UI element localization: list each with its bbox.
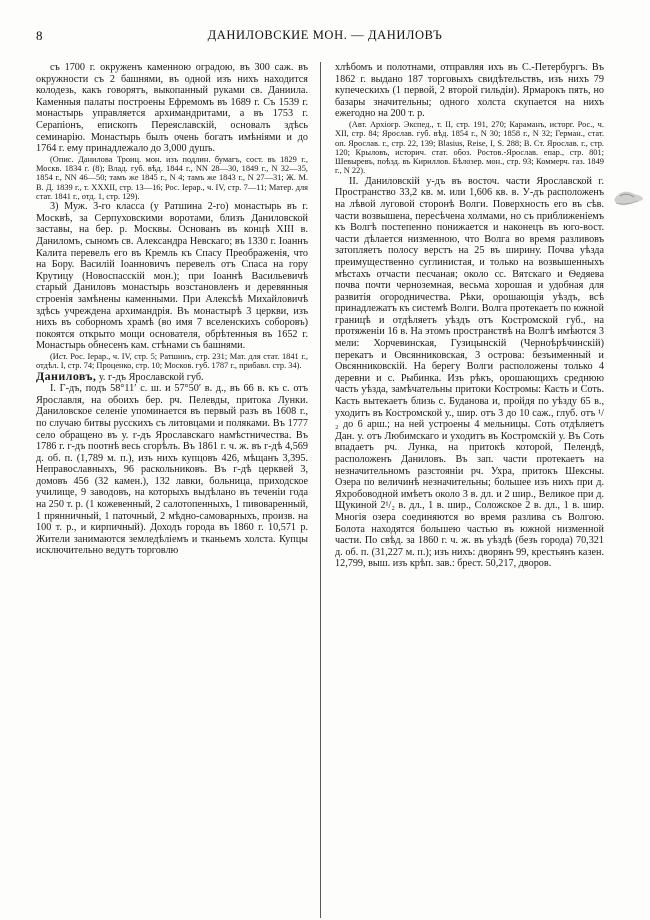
citation-note-left-1: (Опис. Данилова Троиц. мон. изъ подлин. бумагъ, сост. въ 1829 г., Москв. 1834 г. (8); Влад. губ. вѣд. 1844 г., NN 28—30, 1849 г., N 32—35, 1854 г., NN 46—50; тамъ же 1845 г., N 4; тамъ же 1843 г., N 27—31; Ж. М. В. Д. 1839 г., т. ХХХІІ, стр. 13—16; Рос. Іерар., ч. IV, стр. 7—11; Матер. для стат. 1841 г., отд. 1, стр. 129). xyxy=(36,154,308,201)
right-column xyxy=(320,62,604,918)
paragraph-left-3: I. Г-дъ, подъ 58°11′ с. ш. и 57°50′ в. д., въ 66 в. къ с. отъ Ярославля, на обоихъ бер. рч. Пелевды, притока Лунки. Даниловское селеніе упоминается въ первый разъ въ 1608 г., по случаю битвы русскихъ съ литовцами и поляками. Въ 1777 село обращено въ у. г-дъ Ярославскаго намѣстничества. Въ 1786 г. г-дъ поотнѣ весь сгорѣлъ. Въ 1861 г. ч. ж. въ г-дѣ 4,569 д. об. п. (1,789 м. п.), изъ нихъ купцовъ 426, мѣщанъ 3,395. Неправославныхъ, 96 раскольниковъ. Въ г-дѣ церквей 3, домовъ 456 (32 камен.), 132 лавки, больница, приходское училище, 9 заводовъ, на которыхъ выдѣлано въ теченіи года на 250 т. р. (1 кожевенный, 2 салотопенныхъ, 1 пивоваренный, 1 прянничный, 1 паточный, 2 мѣдно-самоварныхъ, произв. на 100 т. р., и кирпичный). Доходъ города въ 1860 г. 10,571 р. Жители занимаются земледѣліемъ и тканьемъ холста. Купцы исключительно ведутъ торговлю xyxy=(36,383,308,557)
paragraph-left-2: 3) Муж. 3-го класса (у Ратшина 2-го) монастырь въ г. Москвѣ, за Серпуховскими воротами, близъ Даниловской заставы, на бер. р. Москвы. Основанъ въ концѣ ХІІІ в. Даниломъ, сыномъ св. Александра Невскаго; въ 1330 г. Іоаннъ Калита перевелъ его въ Кремль къ Спасу Преображенія, что на Бору. Василій Іоанновичъ перевелъ отъ Спаса на гору Крутицу (Новоспасскій мон.); при Іоаннѣ Васильевичѣ старый Даниловъ монастырь возстановленъ и деревянныя строенія замѣнены каменными. При Алексѣѣ Михайловичѣ здѣсь учреждена архимандрія. Въ монастырѣ 3 церкви, изъ нихъ въ соборномъ храмѣ (во имя 7 вселенскихъ соборовъ) покоятся открыто мощи основателя, обрѣтенныя въ 1652 г. Монастырь обнесенъ кам. стѣнами съ башнями. xyxy=(36,201,308,352)
entry-title: Даниловъ, xyxy=(36,368,97,383)
page-header xyxy=(36,28,614,48)
left-column xyxy=(36,62,320,918)
paragraph-right-2: II. Даниловскій у-дъ въ восточ. части Ярославской г. Пространство 33,2 кв. м. или 1,606 кв. в. У-дъ расположенъ на лѣвой луговой сторонѣ Волги. Поверхность его въ сѣв. части возвышена, пересѣчена холмами, но съ приближеніемъ къ Волгѣ постепенно понижается и наконецъ въ юго-вост. части дѣлается низменною, что Волга во время разливовъ затопляетъ полосу верстъ на 25 въ ширину. Почва уѣзда преимущественно суглинистая, и только на возвышенныхъ мѣстахъ отчасти песчаная; около сс. Вятскаго и Ѳедяева почва почти черноземная, весьма хорошая и удобная для развитія огородничества. Рѣки, орошающія уѣздъ, всѣ принадлежатъ къ системѣ Волги. Волга протекаетъ по южной границѣ и отдѣляетъ уѣздъ отъ Костромской губ., на протяженіи 16 в. На этомъ пространствѣ на Волгѣ имѣются 3 мели: Хорчевинская, Гузицынскій (Черноѣрѣчинскій) перекатъ и Овсянниковская, 3 острова: безъименный и Овсянниковскій. На берегу Волги расположены только 4 деревни и с. Рыбинка. Изъ рѣкъ, орошающихъ среднюю часть уѣзда, замѣчательны притоки Костромы: Касть и Соть. Касть вытекаетъ близь с. Буданова и, пройдя по уѣзду 65 в., уходитъ въ Костромской у., шир. отъ 3 до 10 саж., глуб. отъ ¹/₂ до 6 арш.; на ней устроены 4 мельницы. Соть отдѣляетъ Дан. у. отъ Любимскаго и уходитъ въ Костромскій у. Въ Соть впадаетъ рч. Лунка, на притокѣ которой, Пелендѣ, расположенъ Даниловъ. Въ зап. части протекаетъ на незначительномъ разстояніи рч. Ухра, притокъ Шексны. Озера по величинѣ незначительны; большее изъ нихъ при д. Яхробоводной имѣетъ около 3 в. дл. и 2 шир., Великое при д. Щукиной 2¹/₂ в. дл., 1 в. шир., Соложское 2 в. дл., 1 в. шир. Многія озера соединяются во время разлива съ Волгою. Болота находятся большею частью въ южной низменной части. По свѣд. за 1860 г. ч. ж. въ уѣздѣ (безъ города) 70,321 д. об. п. (31,227 м. п.); изъ нихъ: дворянъ 99, крестьянъ казен. 12,799, выш. изъ крѣп. зав.: брест. 50,217, дворов. xyxy=(335,175,604,570)
running-head: ДАНИЛОВСКИЕ МОН. — ДАНИЛОВЪ xyxy=(207,28,443,42)
page-number: 8 xyxy=(36,28,43,43)
citation-note-left-2: (Ист. Рос. Іерар., ч. IV, стр. 5; Ратшинъ, стр. 231; Мат. для стат. 1841 г., отдѣл. I, стр. 74; Проценко, стр. 10; Москов. губ. 1787 г., прибавл. стр. 34). xyxy=(36,351,308,371)
entry-heading-danilov xyxy=(36,368,308,384)
paragraph-left-1: съ 1700 г. окруженъ каменною оградою, въ 300 саж. въ окружности съ 2 башнями, въ одной изъ нихъ находится колодезь, какъ говорятъ, выкопанный руками св. Даниила. Каменныя палаты построены Ефремомъ въ 1689 г. Съ 1539 г. монастырь управляется архимандритами, а въ 1753 г. Серапіонъ, епископъ Переяславскій, основалъ здѣсь семинарію. Монастырь былъ очень богатъ имѣніями и до 1764 г. ему принадлежало до 3,000 душъ. xyxy=(36,62,308,155)
two-column-body xyxy=(36,62,614,918)
paragraph-right-1: хлѣбомъ и полотнами, отправляя ихъ въ С.-Петербургъ. Въ 1862 г. выдано 187 торговыхъ свидѣтельствъ, изъ нихъ 79 купеческихъ (1 первой, 2 второй гильдіи). Ярмарокъ пять, но базары значительны; одного холста скупается на нихъ ежегодно на 200 т. р. xyxy=(335,62,604,120)
entry-subtitle: у. г-дъ Ярославской губ. xyxy=(96,371,204,383)
ink-smudge-icon xyxy=(610,186,644,212)
citation-note-right-1: (Авт. Архіогр. Экспед., т. II, стр. 191, 270; Караманъ, исторг. Рос., ч. XII, стр. 84; Ярослав. губ. вѣд. 1854 г., N 30; 1858 г., N 32; Герман., стат. оп. Ярослав. г., стр. 22, 139; Blasius, Reise, I, S. 288; В. Ст. Ярослав. г., стр. 120; Крыловъ, историч. стат. обоз. Ростов.-Ярослав. епар., стр. 801; Шевыревъ, поѣзд. въ Кириллов. Бѣлозер. мон., стр. 93; Коммерч. газ. 1849 г., N 22). xyxy=(335,119,604,176)
